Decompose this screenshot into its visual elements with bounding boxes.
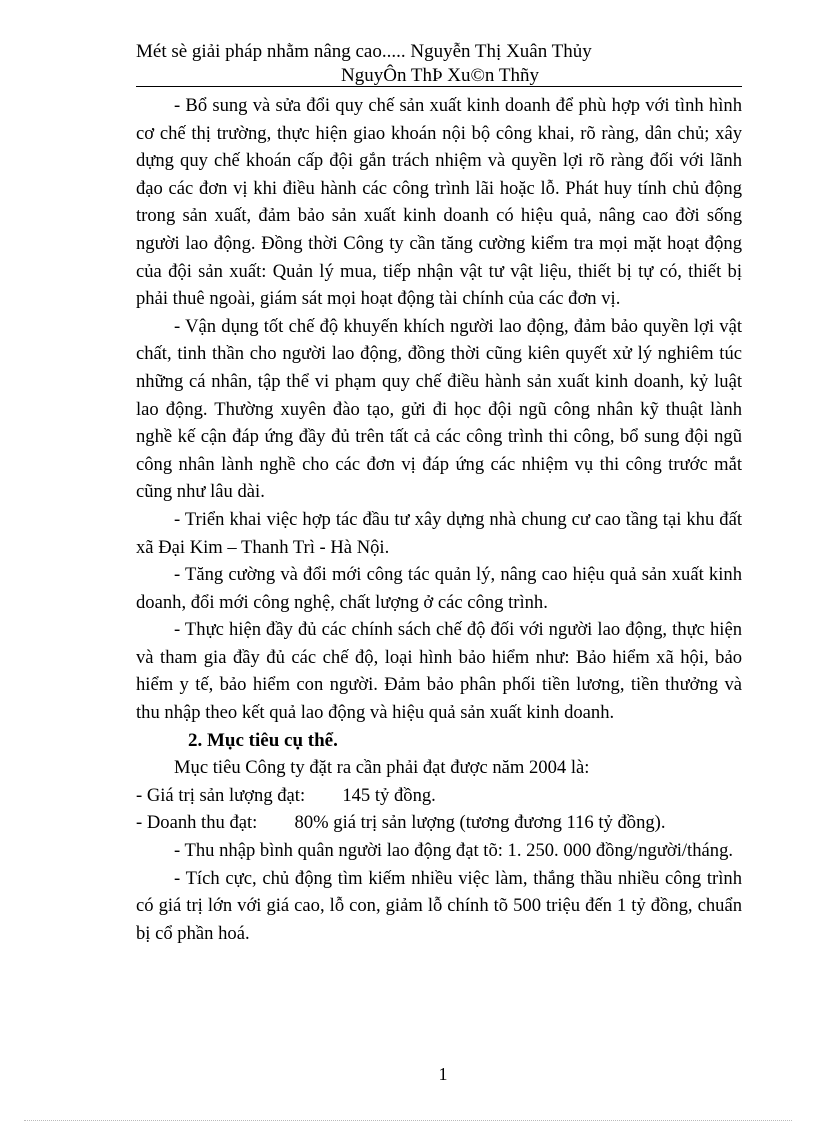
goal-income: - Thu nhập bình quân người lao động đạt tõ: 1. 250. 000 đồng/người/tháng. — [174, 840, 734, 862]
paragraph-policies: - Thực hiện đầy đủ các chính sách chế độ đối với người lao động, thực hiện và tham gia đầy đủ các chế độ, loại hình bảo hiểm như: Bảo hiểm xã hội, bảo hiểm y tế, bảo hiểm con người. Đảm bảo phân phối tiền lương, tiền thưởng và thu nhập theo kết quả lao động và hiệu quả sản xuất kinh doanh. — [136, 619, 742, 724]
goal-output: - Giá trị sản lượng đạt: 145 tỷ đồng. — [136, 784, 436, 806]
page-header — [136, 40, 742, 88]
document-body — [136, 92, 742, 947]
paragraph-regulations: - Bổ sung và sửa đổi quy chế sản xuất kinh doanh để phù hợp với tình hình cơ chế thị trường, thực hiện giao khoán nội bộ công khai, rõ ràng, dân chủ; xây dựng quy chế khoán cấp đội gắn trách nhiệm và quyền lợi rõ ràng đối với lãnh đạo các đơn vị khi điều hành các công trình lãi hoặc lỗ. Phát huy tính chủ động trong sản xuất, đảm bảo sản xuất kinh doanh có hiệu quả, nâng cao đời sống người lao động. Đồng thời Công ty cần tăng cường kiểm tra mọi mặt hoạt động của đội sản xuất: Quản lý mua, tiếp nhận vật tư vật liệu, thiết bị tự có, thiết bị phải thuê ngoài, giám sát mọi hoạt động tài chính của các đơn vị. — [136, 95, 742, 310]
header-author: NguyÔn ThÞ Xu©n Thñy — [341, 65, 539, 86]
paragraph-incentives: - Vận dụng tốt chế độ khuyến khích người lao động, đảm bảo quyền lợi vật chất, tinh thần cho người lao động, đồng thời cũng kiên quyết xử lý nghiêm túc những cá nhân, tập thể vi phạm quy chế điều hành sản xuất kinh doanh, kỷ luật lao động. Thường xuyên đào tạo, gửi đi học đội ngũ công nhân kỹ thuật lành nghề kế cận đáp ứng đầy đủ trên tất cả các công trình thi công, bổ sung đội ngũ công nhân lành nghề cho các đơn vị đáp ứng các nhiệm vụ thi công trước mắt cũng như lâu dài. — [136, 315, 742, 503]
goal-jobs: - Tích cực, chủ động tìm kiếm nhiều việc làm, thắng thầu nhiều công trình có giá trị lớn với giá cao, lỗ con, giảm lỗ chính tõ 500 triệu đến 1 tỷ đồng, chuẩn bị cổ phần hoá. — [136, 867, 742, 944]
goals-intro: Mục tiêu Công ty đặt ra cần phải đạt được năm 2004 là: — [174, 757, 590, 779]
page-bottom-border — [24, 1120, 792, 1121]
paragraph-management: - Tăng cường và đổi mới công tác quản lý, nâng cao hiệu quả sản xuất kinh doanh, đổi mới công nghệ, chất lượng ở các công trình. — [136, 564, 742, 613]
goal-revenue: - Doanh thu đạt: 80% giá trị sản lượng (tương đương 116 tỷ đồng). — [136, 812, 666, 834]
header-title: Mét sè giải pháp nhằm nâng cao..... Nguyễn Thị Xuân Thủy — [136, 41, 592, 62]
header-divider — [136, 86, 742, 87]
page-number: 1 — [438, 1064, 448, 1084]
paragraph-investment: - Triển khai việc hợp tác đầu tư xây dựng nhà chung cư cao tầng tại khu đất xã Đại Kim – Thanh Trì - Hà Nội. — [136, 508, 742, 558]
section-heading: 2. Mục tiêu cụ thể. — [188, 729, 338, 751]
